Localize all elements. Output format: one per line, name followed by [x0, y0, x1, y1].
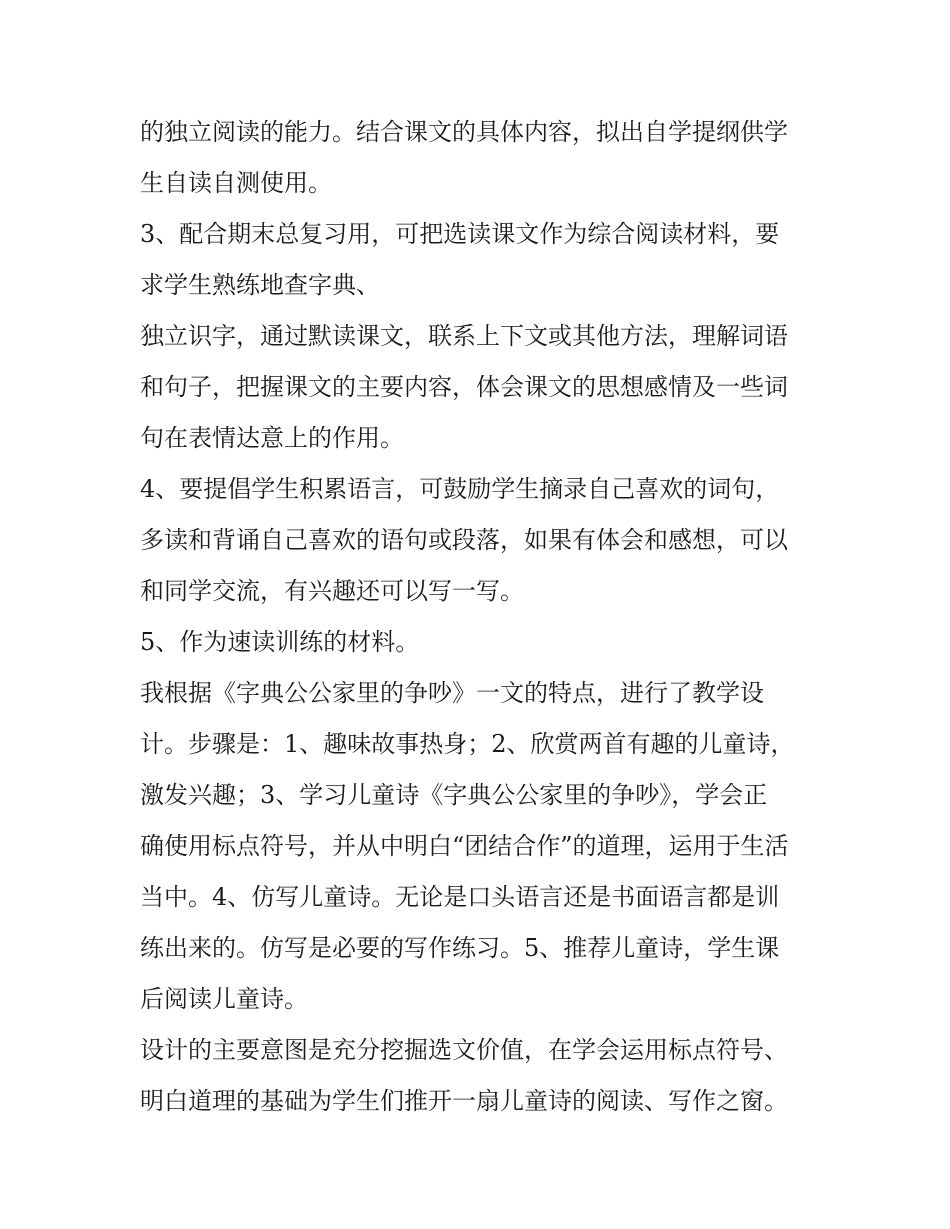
text-line: 明白道理的基础为学生们推开一扇儿童诗的阅读、写作之窗。: [140, 1087, 788, 1115]
text-line: 多读和背诵自己喜欢的语句或段落，如果有体会和感想，可以: [140, 526, 788, 554]
text-line: 3、配合期末总复习用，可把选读课文作为综合阅读材料，要: [140, 220, 780, 248]
text-line: 求学生熟练地查字典、: [140, 271, 380, 299]
text-line: 确使用标点符号，并从中明白“团结合作”的道理，运用于生活: [140, 832, 789, 860]
text-line: 计。步骤是：1、趣味故事热身；2、欣赏两首有趣的儿童诗，: [140, 730, 795, 758]
text-line: 的独立阅读的能力。结合课文的具体内容，拟出自学提纲供学: [140, 118, 788, 146]
text-line: 和句子，把握课文的主要内容，体会课文的思想感情及一些词: [140, 373, 788, 401]
text-line: 激发兴趣；3、学习儿童诗《字典公公家里的争吵》，学会正: [140, 781, 768, 809]
text-line: 5、作为速读训练的材料。: [140, 628, 420, 656]
text-line: 当中。4、仿写儿童诗。无论是口头语言还是书面语言都是训: [140, 883, 780, 911]
text-line: 和同学交流，有兴趣还可以写一写。: [140, 577, 524, 605]
document-body: [140, 107, 830, 1127]
text-line: 4、要提倡学生积累语言，可鼓励学生摘录自己喜欢的词句，: [140, 475, 780, 503]
text-line: 后阅读儿童诗。: [140, 985, 308, 1013]
text-line: 生自读自测使用。: [140, 169, 332, 197]
text-line: 练出来的。仿写是必要的写作练习。5、推荐儿童诗，学生课: [140, 934, 780, 962]
text-line: 独立识字，通过默读课文，联系上下文或其他方法，理解词语: [140, 322, 788, 350]
text-line: 句在表情达意上的作用。: [140, 424, 404, 452]
text-line: 我根据《字典公公家里的争吵》一文的特点，进行了教学设: [140, 679, 764, 707]
text-line: 设计的主要意图是充分挖掘选文价值，在学会运用标点符号、: [140, 1036, 788, 1064]
